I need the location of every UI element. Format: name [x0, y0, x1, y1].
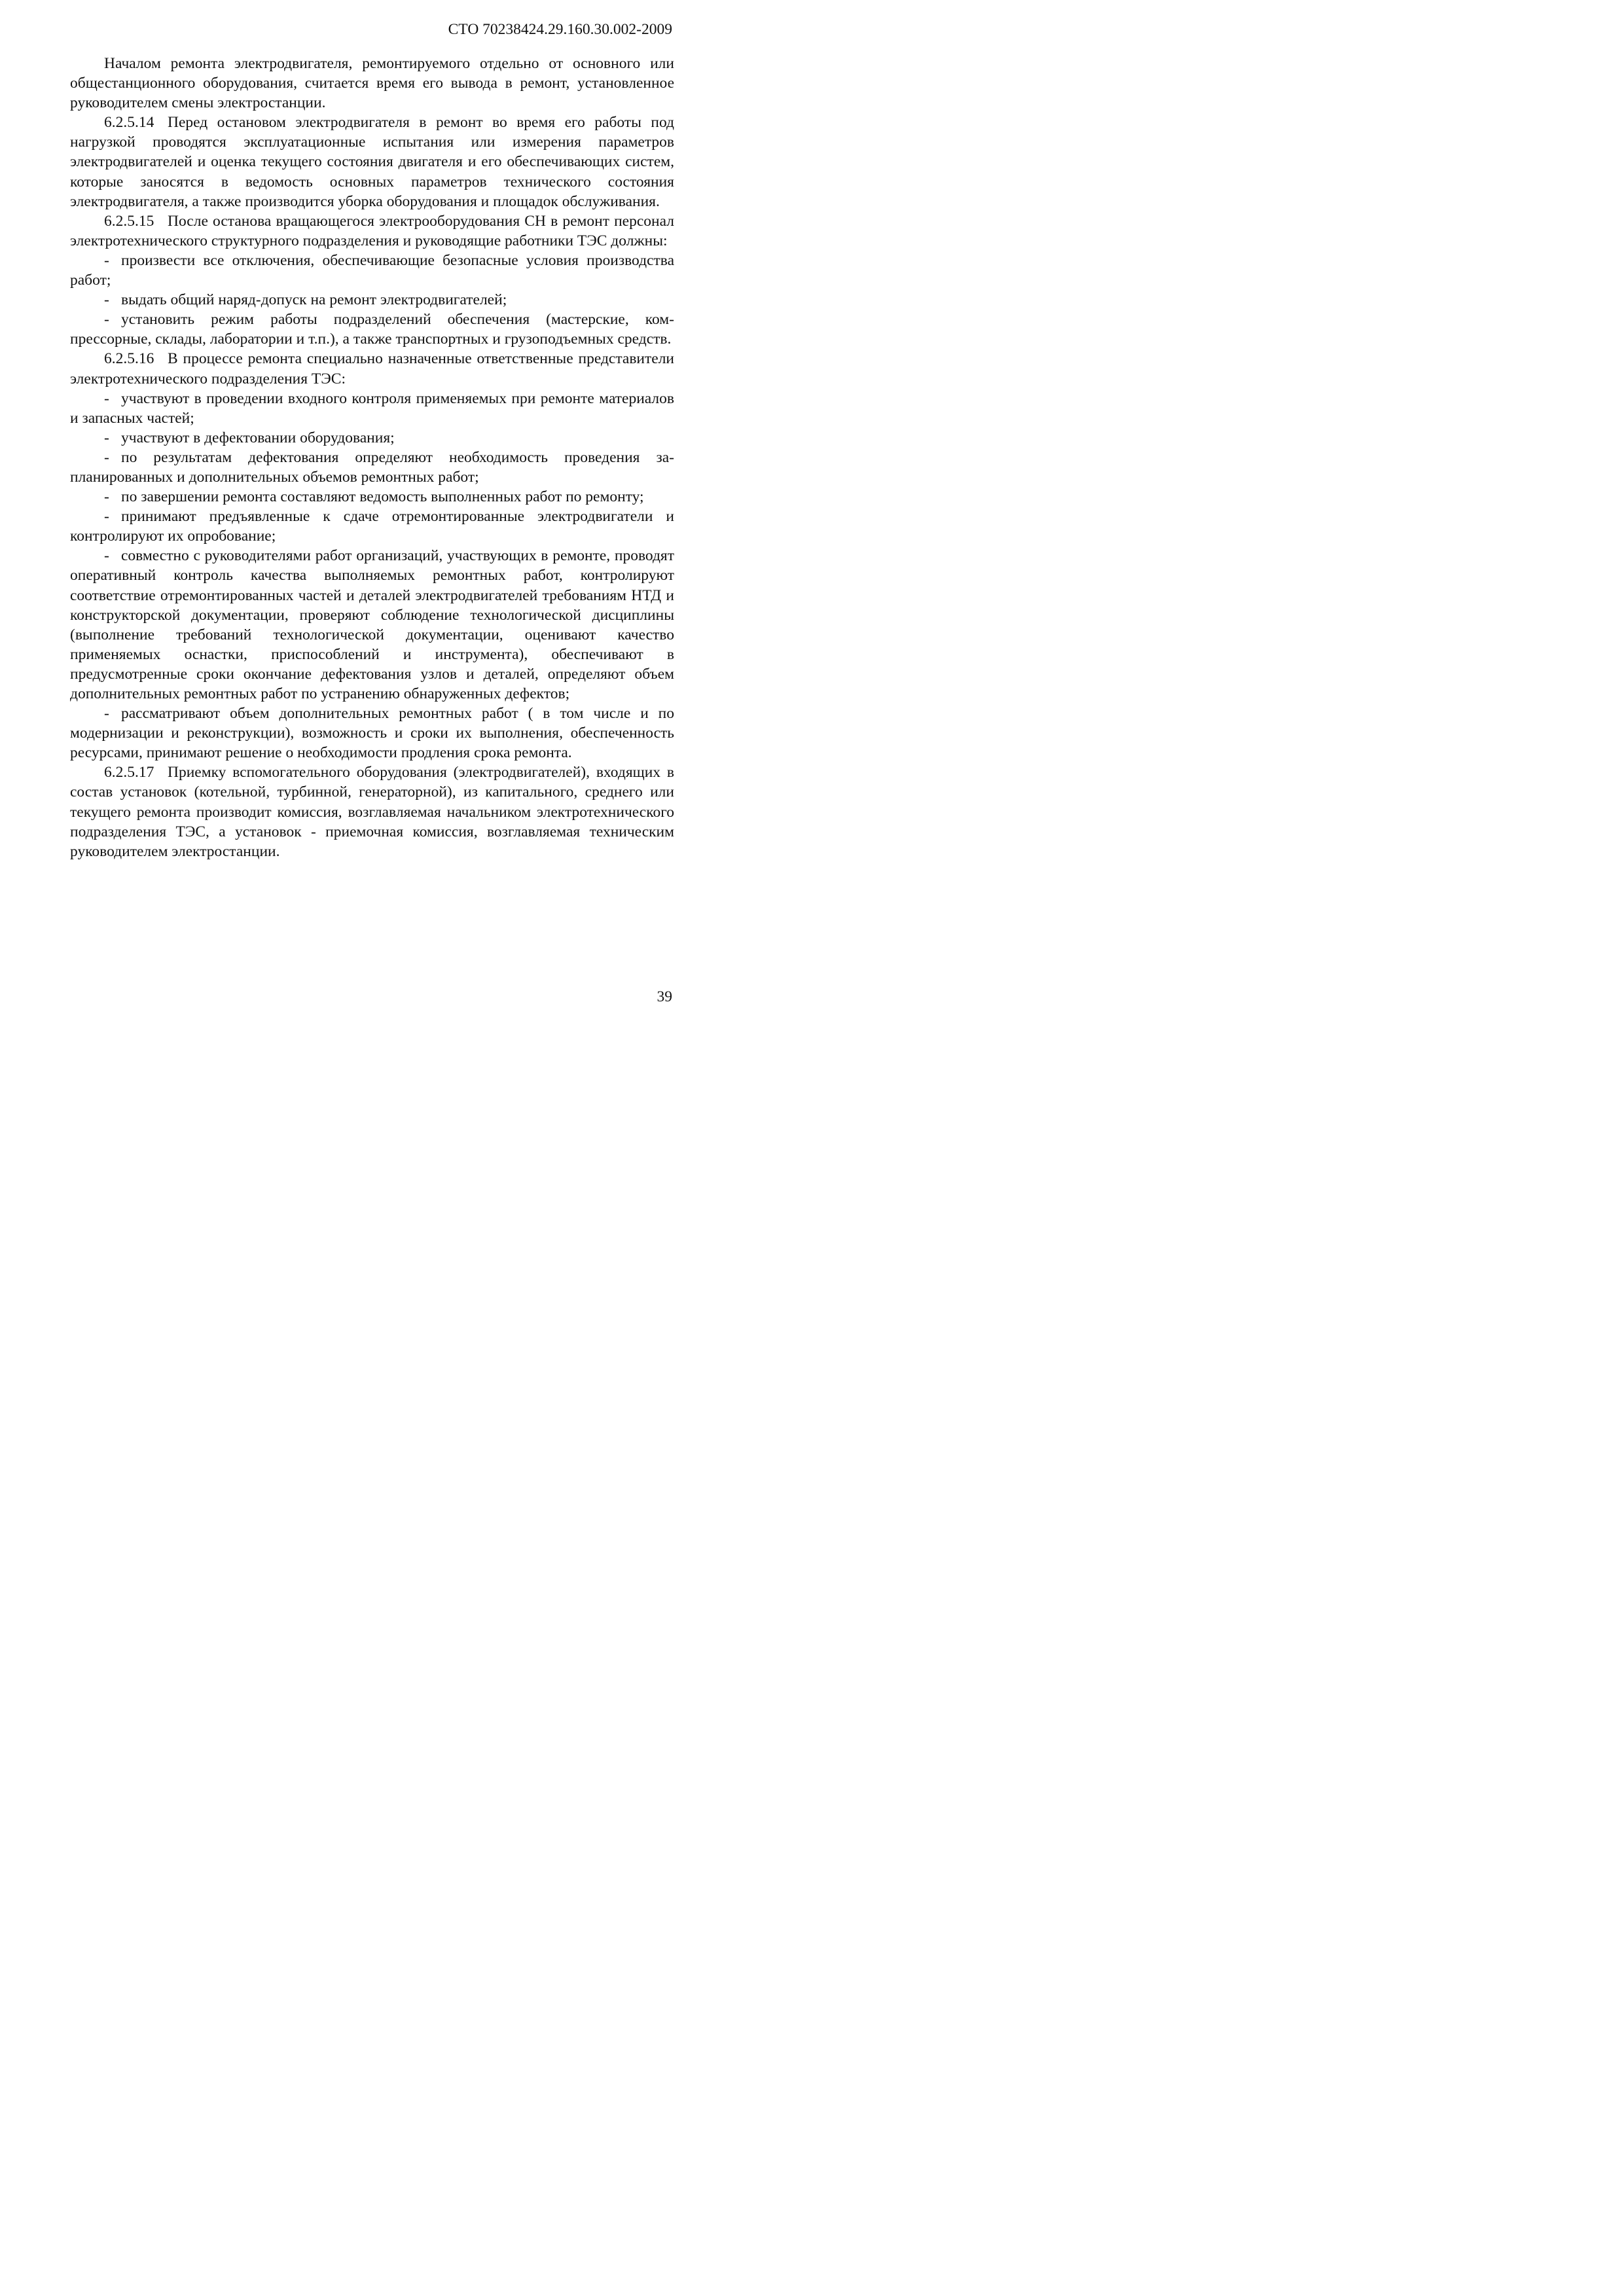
list-item-text: принимают предъявленные к сдаче отремонтированные электродвигатели и контролируют их опробование; — [70, 508, 674, 545]
list-dash: - — [104, 311, 109, 329]
list-item-text: участвуют в дефектовании оборудования; — [121, 429, 395, 446]
list-item — [70, 507, 674, 546]
list-dash: - — [104, 547, 109, 565]
list-item — [70, 487, 674, 507]
list-item-text: по завершении ремонта составляют ведомость выполненных работ по ремонту; — [121, 488, 644, 506]
paragraph — [70, 54, 674, 113]
list-dash: - — [104, 251, 109, 269]
clause-number: 6.2.5.16 — [104, 350, 154, 368]
list-dash: - — [104, 448, 109, 466]
list-item — [70, 310, 674, 349]
paragraph-text: После останова вращающегося электрооборудования СН в ремонт персонал электротехнического структурного подразделения и руководящие работники ТЭС должны: — [70, 212, 674, 249]
clause-number: 6.2.5.15 — [104, 212, 154, 230]
list-item-text: установить режим работы подразделений обеспечения (мастерские, компрессорные, склады, лаборатории и т.п.), а также транспортных и грузоподъемных средств. — [70, 311, 674, 348]
list-item — [70, 290, 674, 310]
paragraph — [70, 762, 674, 861]
document-body — [70, 54, 674, 861]
paragraph-text: В процессе ремонта специально назначенные ответственные представители электротехнического подразделения ТЭС: — [70, 350, 674, 387]
page-number: 39 — [657, 988, 672, 1005]
list-dash: - — [104, 508, 109, 526]
document-page — [0, 0, 722, 1022]
paragraph — [70, 211, 674, 251]
list-dash: - — [104, 705, 109, 723]
list-item — [70, 704, 674, 762]
list-dash: - — [104, 291, 109, 309]
clause-number: 6.2.5.17 — [104, 764, 154, 781]
paragraph — [70, 113, 674, 211]
list-item — [70, 251, 674, 290]
list-item-text: выдать общий наряд-допуск на ремонт электродвигателей; — [121, 291, 507, 309]
list-dash: - — [104, 429, 109, 446]
paragraph — [70, 349, 674, 388]
paragraph-text: Началом ремонта электродвигателя, ремонтируемого отдельно от основного или общестанционного оборудования, считается время его вывода в ремонт, установленное руководителем смены электростанции. — [70, 55, 674, 112]
list-item-text: совместно с руководителями работ организаций, участвующих в ремонте, проводят оперативный контроль качества выполняемых ремонтных работ, контролируют соответствие отремонтированных частей и деталей электродвигателей требованиям НТД и конструкторской документации, проверяют соблюдение технологической дисциплины (выполнение требований технологической документации, оценивают качество применяемых оснастки, приспособлений и инструмента), обеспечивают в предусмотренные сроки окончание дефектования узлов и деталей, определяют объем дополнительных ремонтных работ по устранению обнаруженных дефектов; — [70, 547, 674, 702]
list-item-text: рассматривают объем дополнительных ремонтных работ ( в том числе и по модернизации и реконструкции), возможность и сроки их выполнения, обеспеченность ресурсами, принимают решение о необходимости продления срока ремонта. — [70, 705, 674, 762]
list-item — [70, 546, 674, 704]
list-item-text: произвести все отключения, обеспечивающие безопасные условия производства работ; — [70, 251, 674, 289]
list-item — [70, 428, 674, 448]
paragraph-text: Приемку вспомогательного оборудования (электродвигателей), входящих в состав установок (котельной, турбинной, генераторной), из капитального, среднего или текущего ремонта производит комиссия, возглавляемая начальником электротехнического подразделения ТЭС, а установок - приемочная комиссия, возглавляемая техническим руководителем электростанции. — [70, 764, 674, 860]
list-dash: - — [104, 389, 109, 407]
list-item — [70, 389, 674, 428]
list-item — [70, 448, 674, 487]
list-dash: - — [104, 488, 109, 506]
list-item-text: по результатам дефектования определяют необходимость проведения запланированных и дополнительных объемов ремонтных работ; — [70, 448, 674, 486]
document-code-header: СТО 70238424.29.160.30.002-2009 — [448, 21, 672, 38]
paragraph-text: Перед остановом электродвигателя в ремонт во время его работы под нагрузкой проводятся эксплуатационные испытания или измерения параметров электродвигателей и оценка текущего состояния двигателя и его обеспечивающих систем, которые заносятся в ведомость основных параметров технического состояния электродвигателя, а также производится уборка оборудования и площадок обслуживания. — [70, 114, 674, 210]
list-item-text: участвуют в проведении входного контроля применяемых при ремонте материалов и запасных частей; — [70, 389, 674, 427]
clause-number: 6.2.5.14 — [104, 114, 154, 132]
